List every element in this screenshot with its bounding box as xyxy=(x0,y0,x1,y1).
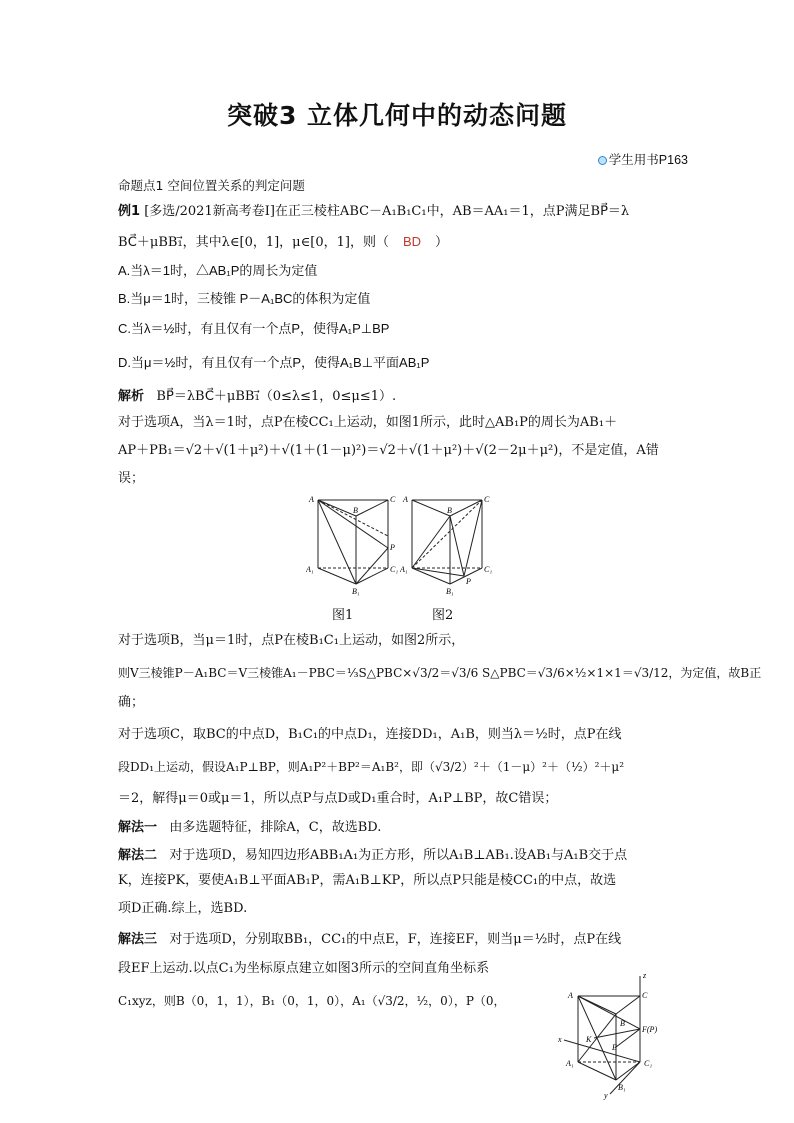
example-line-1 xyxy=(118,203,629,221)
section-heading: 命题点1 空间位置关系的判定问题 xyxy=(118,178,305,193)
text-c3: ＝2，解得μ＝0或μ＝1，所以点P与点D或D₁重合时，A₁P⊥BP，故C错误； xyxy=(118,791,558,806)
fig3-label-b: B xyxy=(620,1019,625,1028)
fig3-label-k: K xyxy=(586,1035,592,1044)
fig2-label-c: C xyxy=(484,495,490,504)
method-2-label: 解法二 xyxy=(118,847,158,862)
text-b2: 则V三棱锥P－A₁BC＝V三棱锥A₁－PBC＝⅓S△PBC×√3/2＝√3/6 S△PBC＝√3/6×½×1×1＝√3/12，为定值，故B正 xyxy=(118,666,762,680)
figure-2-caption: 图2 xyxy=(432,608,454,623)
method-3-label: 解法三 xyxy=(118,931,158,946)
option-a: A.当λ＝1时，△AB₁P的周长为定值 xyxy=(118,263,318,278)
method-3 xyxy=(118,930,621,949)
method-3-text: 对于选项D，分别取BB₁，CC₁的中点E，F，连接EF，则当μ＝½时，点P在线 xyxy=(169,932,622,947)
option-d: D.当μ＝½时，有且仅有一个点P，使得A₁B⊥平面AB₁P xyxy=(118,355,430,370)
text-b1: 对于选项B，当μ＝1时，点P在棱B₁C₁上运动，如图2所示， xyxy=(118,633,465,648)
example-stem-2: BC⃗＋μBB₁⃗，其中λ∈[0，1]，μ∈[0，1]，则（ xyxy=(118,235,389,250)
fig2-label-c1: C₁ xyxy=(484,565,492,574)
text-m3b: 段EF上运动.以点C₁为坐标原点建立如图3所示的空间直角坐标系 xyxy=(118,961,490,976)
solution-line xyxy=(118,387,396,406)
text-m3c: C₁xyz，则B（0，1，1），B₁（0，1，0），A₁（√3/2，½，0），P（0， xyxy=(118,994,506,1008)
fig1-label-a: A xyxy=(309,495,314,504)
example-stem-2-end: ） xyxy=(435,235,449,250)
fig1-label-b1: B₁ xyxy=(352,587,360,596)
solution-label: 解析 xyxy=(118,388,145,403)
text-a1: 对于选项A，当λ＝1时，点P在棱CC₁上运动，如图1所示，此时△AB₁P的周长为AB₁＋ xyxy=(118,415,618,430)
fig3-label-a: A xyxy=(568,991,573,1000)
answer: BD xyxy=(402,234,422,249)
fig3-axis-y: y xyxy=(604,1091,608,1100)
text-c1: 对于选项C，取BC的中点D，B₁C₁的中点D₁，连接DD₁，A₁B，则当λ＝½时，点P在线 xyxy=(118,727,622,742)
fig2-label-p: P xyxy=(466,577,471,586)
example-stem-1: [多选/2021新高考卷Ⅰ]在正三棱柱ABC－A₁B₁C₁中，AB＝AA₁＝1，点P满足BP⃗＝λ xyxy=(144,204,630,219)
fig1-label-b: B xyxy=(353,506,358,515)
method-1 xyxy=(118,818,381,837)
text-m2b: K，连接PK，要使A₁B⊥平面AB₁P，需A₁B⊥KP，所以点P只能是棱CC₁的中点，故选 xyxy=(118,873,617,888)
figure-1-caption: 图1 xyxy=(332,608,354,623)
fig1-label-c1: C₁ xyxy=(390,565,398,574)
fig3-axis-z: z xyxy=(643,971,647,980)
page-title: 突破3 立体几何中的动态问题 xyxy=(226,101,568,130)
figure-2 xyxy=(400,492,492,600)
text-b3: 确； xyxy=(118,695,145,710)
option-c: C.当λ＝½时，有且仅有一个点P，使得A₁P⊥BP xyxy=(118,321,390,336)
example-label: 例1 xyxy=(118,204,141,219)
fig3-label-c1: C₁ xyxy=(644,1059,653,1068)
figure-1 xyxy=(306,492,398,600)
option-b: B.当μ＝1时，三棱锥 P－A₁BC的体积为定值 xyxy=(118,291,371,306)
fig1-label-a1: A₁ xyxy=(306,565,314,574)
fig3-label-fp: F(P) xyxy=(642,1025,658,1034)
source-tag-label: 学生用书P163 xyxy=(608,153,688,167)
method-2-text: 对于选项D，易知四边形ABB₁A₁为正方形，所以A₁B⊥AB₁.设AB₁与A₁B交于点 xyxy=(169,848,628,863)
fig3-label-b1: B₁ xyxy=(618,1083,626,1092)
method-1-label: 解法一 xyxy=(118,819,158,834)
fig2-label-a: A xyxy=(403,495,408,504)
text-m2c: 项D正确.综上，选BD. xyxy=(118,901,248,916)
fig3-label-e: E xyxy=(612,1043,617,1052)
text-a3: 误； xyxy=(118,471,145,486)
method-1-text: 由多选题特征，排除A，C，故选BD. xyxy=(169,820,382,835)
fig2-label-b: B xyxy=(447,506,452,515)
fig3-label-a1: A₁ xyxy=(566,1059,574,1068)
circle-icon xyxy=(598,156,607,165)
fig2-label-b1: B₁ xyxy=(446,587,454,596)
solution-formula: BP⃗＝λBC⃗＋μBB₁⃗（0≤λ≤1，0≤μ≤1）. xyxy=(156,389,397,404)
method-2 xyxy=(118,846,627,865)
example-line-2 xyxy=(118,233,448,252)
figure-3 xyxy=(556,970,680,1100)
source-tag xyxy=(598,150,688,168)
fig2-label-a1: A₁ xyxy=(400,565,408,574)
text-c2: 段DD₁上运动，假设A₁P⊥BP，则A₁P²＋BP²＝A₁B²，即（√3/2）²＋（1－μ）²＋（½）²＋μ² xyxy=(118,760,625,774)
text-a2: AP＋PB₁＝√2＋√(1＋μ²)＋√(1＋(1－μ)²)＝√2＋√(1＋μ²)＋√(2－2μ＋μ²)，不是定值，A错 xyxy=(118,443,659,458)
fig3-label-c: C xyxy=(642,991,648,1000)
fig3-axis-x: x xyxy=(558,1035,562,1044)
fig1-label-c: C xyxy=(390,495,396,504)
fig1-label-p: P xyxy=(390,543,395,552)
